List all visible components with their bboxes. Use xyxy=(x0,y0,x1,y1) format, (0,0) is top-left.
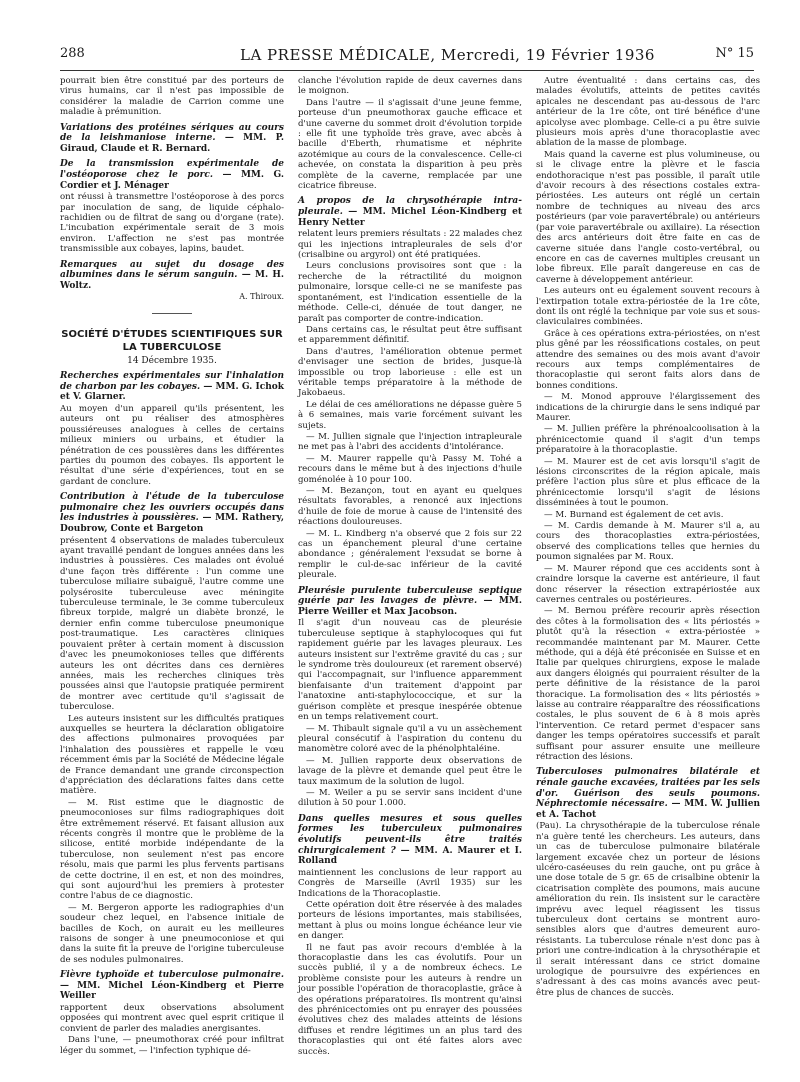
paragraph: ont réussi à transmettre l'ostéoporose à des porcs par inoculation de sang, de liquide céphalo-rachidien ou de filtrat de sang ou d'organe (rate). L'incubation expérimentale serait de 3 mois environ. L'affection ne s'est pas montrée transmissible aux cobayes, lapins, baudet. xyxy=(60,192,284,255)
paragraph: rapportent deux observations absolument opposées qui montrent avec quel esprit critique il convient de parler des maladies anergisantes. xyxy=(60,1003,284,1034)
paragraph: — M. Bezançon, tout en ayant eu quelques résultats favorables, a renoncé aux injections d'huile de foie de morue à cause de l'intensité des réactions douloureuses. xyxy=(298,486,522,528)
paragraph: — M. Thibault signale qu'il a vu un assèchement pleural consécutif à l'aspiration du contenu du manomètre coloré avec de la phénolphtaléine. xyxy=(298,723,522,755)
article-title xyxy=(60,371,284,403)
title-text: Remarques au sujet du dosage des albumines dans le sérum sanguin. xyxy=(60,259,284,281)
paragraph: clanche l'évolution rapide de deux cavernes dans le moignon. xyxy=(298,76,522,97)
paragraph: Mais quand la caverne est plus volumineuse, ou si le clivage entre la plèvre et le fascia endothoracique n'est pas possible, il paraît utile d'avoir recours à des résections costales extra-périostées. Les auteurs ont réglé un certain nombre de techniques au niveau des arcs postérieurs (par voie paravertébrale) ou antérieurs (par voie paravertébrale ou axillaire). La résection des arcs antérieurs doit être faite en cas de caverne située dans l'angle costo-vertébral, ou encore en cas de cavernes multiples creusant un lobe fibreux. Elle paraît dangereuse en cas de caverne à développement antérieur. xyxy=(536,149,760,285)
authors: — MM. G. Cordier et J. Ménager xyxy=(60,170,284,191)
paragraph: — M. L. Kindberg n'a observé que 2 fois sur 22 cas un épanchement pleural d'une certaine abondance ; généralement l'exsudat se borne à remplir le cul-de-sac inférieur de la cavité pleurale. xyxy=(298,528,522,581)
authors: — MM. P. Giraud, Claude et R. Bernard. xyxy=(60,133,284,154)
paragraph: Au moyen d'un appareil qu'ils présentent, les auteurs ont pu réaliser des atmosphères poussiéreuses analogues à celles de certains milieux miniers ou urbains, et étudier la pénétration de ces poussières dans les différentes parties du poumon des cobayes. Ils apportent le résultat d'une série d'expériences, tout en se gardant de conclure. xyxy=(60,404,284,487)
authors: — M. H. Woltz. xyxy=(60,270,284,291)
paragraph: (Pau). La chrysothérapie de la tuberculose rénale n'a guère tenté les chercheurs. Les auteurs, dans un cas de tuberculose pulmonaire bilatérale largement excavée chez un porteur de lésions ulcéro-caséeuses du rein gauche, ont pu grâce à une dose totale de 5 gr. 65 de crisalbine obtenir la cicatrisation complète des poumons, mais aucune amélioration du rein. Ils insistent sur le caractère imprévu avec lequel réagissent les tissus tuberculeux dont certains se montrent auro-sensibles alors que d'autres demeurent auro-résistants. La tuberculose rénale n'est donc pas à priori une contre-indication à la chrysothérapie et il serait intéressant dans ce strict domaine urologique de poursuivre des expériences en s'adressant à des cas moins avancés avec peut-être plus de chances de succès. xyxy=(536,821,760,998)
journal-title: LA PRESSE MÉDICALE, Mercredi, 19 Février 1936 xyxy=(240,46,655,64)
paragraph: — M. Jullien préfère la phrénoalcoolisation à la phrénicectomie quand il s'agit d'un temps préparatoire à la thoracoplastie. xyxy=(536,424,760,456)
title-text: Recherches expérimentales sur l'inhalation de charbon par les cobayes. xyxy=(60,371,284,392)
article-title xyxy=(60,970,284,1002)
paragraph: Les auteurs ont eu également souvent recours à l'extirpation totale extra-périostée de la 1re côte, dont ils ont réglé la technique par voie sus et sous-claviculaires combinées. xyxy=(536,286,760,328)
paragraph: — M. Burnand est également de cet avis. xyxy=(544,509,724,520)
article-title xyxy=(536,767,760,820)
section-separator xyxy=(152,313,192,314)
paragraph: Grâce à ces opérations extra-périostées, on n'est plus gêné par les réossifications costales, on peut attendre des semaines ou des mois avant d'avoir recours aux temps complémentaires de thoracoplastie qui seront faits alors dans de bonnes conditions. xyxy=(536,328,760,391)
paragraph: — M. Bernou préfère recourir après résection des côtes à la formolisation des « lits périostés » plutôt qu'à la résection « extra-périostée » recommandée maintenant par M. Maurer. Cette méthode, qui a déjà été préconisée en Suisse et en Italie par quelques chirurgiens, expose le malade aux dangers éloignés qui pourraient résulter de la perte définitive de la résistance de la paroi thoracique. La formolisation des « lits périostés » laisse au contraire réapparaître des réossifications costales, le plus souvent de 6 à 8 mois après l'intervention. Ce retard permet d'espacer sans danger les temps opératoires successifs et paraît suffisant pour assurer ensuite une meilleure rétraction des lésions. xyxy=(536,606,760,762)
paragraph: présentent 4 observations de malades tuberculeux ayant travaillé pendant de longues années dans les industries à poussières. Ces malades ont évolué d'une façon très différente : l'un comme une tuberculose miliaire subaiguë, l'autre comme une polysérosite tuberculeuse avec méningite tuberculeuse terminale, le 3e comme tuberculeux fibreux torpide, malgré un diabète bronzé, le dernier enfin comme tuberculose pneumonique post-traumatique. Les caractères cliniques pouvaient prêter à certain moment à discussion d'avec les pneumokonioses telles que différents auteurs les ont décrites dans ces dernières années, mais les recherches cliniques très poussées ainsi que l'autopsie pratiquée permirent de montrer avec certitude qu'il s'agissait de tuberculose. xyxy=(60,535,284,713)
column-3 xyxy=(536,76,760,999)
paragraph: — M. Monod approuve l'élargissement des indications de la chirurgie dans le sens indiqué par Maurer. xyxy=(536,392,760,423)
authors: — MM. Rathery, Doubrow, Conte et Bargeton xyxy=(60,513,284,535)
paragraph: — M. Jullien signale que l'injection intrapleurale ne met pas à l'abri des accidents d'intolérance. xyxy=(298,431,522,453)
paragraph: — M. Bergeron apporte les radiographies d'un soudeur chez lequel, en l'absence initiale de bacilles de Koch, on aurait eu les meilleures raisons de songer à une pneumoconiose et qui dans la suite fit la preuve de l'origine tuberculeuse de ses nodules pulmonaires. xyxy=(60,902,284,965)
page-number: 288 xyxy=(60,46,85,61)
article-title xyxy=(60,492,284,534)
paragraph: — M. Maurer est de cet avis lorsqu'il s'agit de lésions circonscrites de la région apicale, mais préfère l'action plus sûre et plus efficace de la phrénicectomie lorsqu'il s'agit de lésions disséminées à tout le poumon. xyxy=(536,456,760,509)
column-1 xyxy=(60,76,284,1057)
authors: — MM. G. Ichok et V. Glarner. xyxy=(60,381,284,403)
article-title xyxy=(60,260,284,292)
session-date: 14 Décembre 1935. xyxy=(127,355,217,366)
title-text: Pleurésie purulente tuberculeuse septique guérie par les lavages de plèvre. xyxy=(298,585,522,607)
article-title xyxy=(60,159,284,191)
paragraph: Il s'agit d'un nouveau cas de pleurésie tuberculeuse septique à staphylocoques qui fut rapidement guérie par les lavages pleuraux. Les auteurs insistent sur l'extrême gravité du cas ; sur le syndrome très douloureux (et rarement observé) qui l'accompagnait, sur l'influence apparemment bienfaisante d'un traitement d'appoint par l'anatoxine anti-staphylococcique, et sur la guérison complète et presque inespérée obtenue en un temps relativement court. xyxy=(298,618,522,723)
paragraph: Dans l'autre — il s'agissait d'une jeune femme, porteuse d'un pneumothorax gauche efficace et d'une caverne du sommet droit d'évolution torpide : elle fit une typhoïde très grave, avec abcès à bacille d'Eberth, rhumatisme et néphrite azotémique au cours de la convalescence. Celle-ci achevée, on constata la disparition à peu près complète de la caverne, remplacée par une cicatrice fibreuse. xyxy=(298,97,522,192)
article-title xyxy=(298,814,522,867)
authors: — MM. Pierre Weiller et Max Jacobson. xyxy=(298,596,522,617)
paragraph: Dans l'une, — pneumothorax créé pour infiltrat léger du sommet, — l'infection typhique dé- xyxy=(60,1035,284,1056)
paragraph: — M. Maurer rappelle qu'à Passy M. Tohé a recours dans le même but à des injections d'huile goménolée à 10 pour 100. xyxy=(298,453,522,485)
title-text: Dans quelles mesures et sous quelles formes les tuberculeux pulmonaires évolutifs peuvent-ils être traités chirurgicalement ? xyxy=(298,813,522,856)
paragraph: Cette opération doit être réservée à des malades porteurs de lésions importantes, mais stabilisées, mettant à plus ou moins longue échéance leur vie en danger. xyxy=(298,899,522,942)
title-text: A propos de la chrysothérapie intra-pleurale. xyxy=(298,196,522,218)
header-rule xyxy=(60,70,754,71)
society-heading: SOCIÉTÉ D'ÉTUDES SCIENTIFIQUES SUR LA TUBERCULOSE xyxy=(61,328,283,353)
title-text: Fièvre typhoïde et tuberculose pulmonaire. xyxy=(60,970,284,981)
title-text: De la transmission expérimentale de l'ostéoporose chez le porc. xyxy=(60,159,284,180)
paragraph: Leurs conclusions provisoires sont que : la recherche de la rétractilité du moignon pulmonaire, lorsque celle-ci ne se manifeste pas spontanément, est l'indication essentielle de la méthode. Celle-ci, dénuée de tout danger, ne paraît pas comporter de contre-indication. xyxy=(298,261,522,324)
paragraph: Dans d'autres, l'amélioration obtenue permet d'envisager une section de brides, jusque-là impossible ou trop laborieuse : elle est un véritable temps préparatoire à la méthode de Jakobaeus. xyxy=(298,346,522,399)
paragraph: — M. Maurer répond que ces accidents sont à craindre lorsque la caverne est antérieure, il faut donc réserver la résection extrapériostée aux cavernes centrales ou postérieures. xyxy=(536,563,760,605)
signature: A. Thiroux. xyxy=(239,292,284,302)
paragraph: Il ne faut pas avoir recours d'emblée à la thoracoplastie dans les cas évolutifs. Pour un succès publié, il y a de nombreux échecs. Le problème consiste pour les auteurs à rendre un jour possible l'opération de thoracoplastie, grâce à des opérations préparatoires. Ils montrent qu'ainsi des phrénicectomies ont pu enrayer des poussées évolutives chez des malades atteints de lésions diffuses et rendre légitimes un an plus tard des thoracoplasties qui ont été faites alors avec succès. xyxy=(298,942,522,1057)
paragraph: — M. Rist estime que le diagnostic de pneumoconioses sur films radiographiques doit être extrêmement réservé. Et faisant allusion aux récents congrès il montre que le problème de la silicose, entité morbide indépendante de la tuberculose, non seulement n'est pas encore résolu, mais que parmi les plus fervents partisans de cette doctrine, il en est, et non des moindres, qui sont aujourd'hui les premiers à protester contre l'abus de ce diagnostic. xyxy=(60,797,284,902)
title-text: Variations des protéines sériques au cours de la leishmaniose interne. xyxy=(60,122,284,144)
title-text: Contribution à l'étude de la tuberculose pulmonaire chez les ouvriers occupés dans les industries à poussières. xyxy=(60,492,284,524)
column-2 xyxy=(298,76,522,1058)
paragraph: pourrait bien être constitué par des porteurs de virus humains, car il n'est pas impossible de considérer la maladie de Carrion comme une maladie à prémunition. xyxy=(60,76,284,118)
paragraph: — M. Weiler a pu se servir sans incident d'une dilution à 50 pour 1.000. xyxy=(298,787,522,809)
authors: — MM. A. Maurer et I. Rolland xyxy=(298,845,522,867)
title-text: Tuberculoses pulmonaires bilatérale et rénale gauche excavées, traitées par les sels d'or. Guérison des seuls poumons. Néphrectomie nécessaire. xyxy=(536,767,760,810)
paragraph: Autre éventualité : dans certains cas, des malades évolutifs, atteints de petites cavités apicales ne descendant pas au-dessous de l'arc antérieur de la 1re côte, ont tiré bénéfice d'une apicolyse avec plombage. Celle-ci a pu être suivie plusieurs mois après d'une thoracoplastie avec ablation de la masse de plombage. xyxy=(536,76,760,149)
article-title xyxy=(298,196,522,228)
paragraph: maintiennent les conclusions de leur rapport au Congrès de Marseille (Avril 1935) sur les Indications de la Thoracoplastie. xyxy=(298,867,522,899)
paragraph: Les auteurs insistent sur les difficultés pratiques auxquelles se heurtera la déclaration obligatoire des affections pulmonaires provoquées par l'inhalation des poussières et rappelle le vœu récemment émis par la Société de Médecine légale de France demandant une grande circonspection d'appréciation des déclarations faites dans cette matière. xyxy=(60,713,284,797)
paragraph: relatent leurs premiers résultats : 22 malades chez qui les injections intrapleurales de sels d'or (crisalbine ou argyrol) ont été pratiquées. xyxy=(298,229,522,261)
article-title xyxy=(60,123,284,155)
issue-number: N° 15 xyxy=(715,46,754,61)
authors: — MM. Michel Léon-Kindberg et Henry Netter xyxy=(298,207,522,228)
authors: — MM. Michel Léon-Kindberg et Pierre Weiller xyxy=(60,980,284,1002)
paragraph: — M. Jullien rapporte deux observations de lavage de la plèvre et demande quel peut être le taux maximum de la solution de lugol. xyxy=(298,755,522,787)
authors: — MM. W. Jullien et A. Tachot xyxy=(536,799,760,820)
page-header xyxy=(60,46,754,70)
paragraph: — M. Cardis demande à M. Maurer s'il a, au cours des thoracoplasties extra-périostées, observé des complications telles que hernies du poumon signalées par M. Roux. xyxy=(536,521,760,563)
paragraph: Dans certains cas, le résultat peut être suffisant et apparemment définitif. xyxy=(298,324,522,346)
article-title xyxy=(298,586,522,618)
paragraph: Le délai de ces améliorations ne dépasse guère 5 à 6 semaines, mais varie forcément suivant les sujets. xyxy=(298,399,522,431)
